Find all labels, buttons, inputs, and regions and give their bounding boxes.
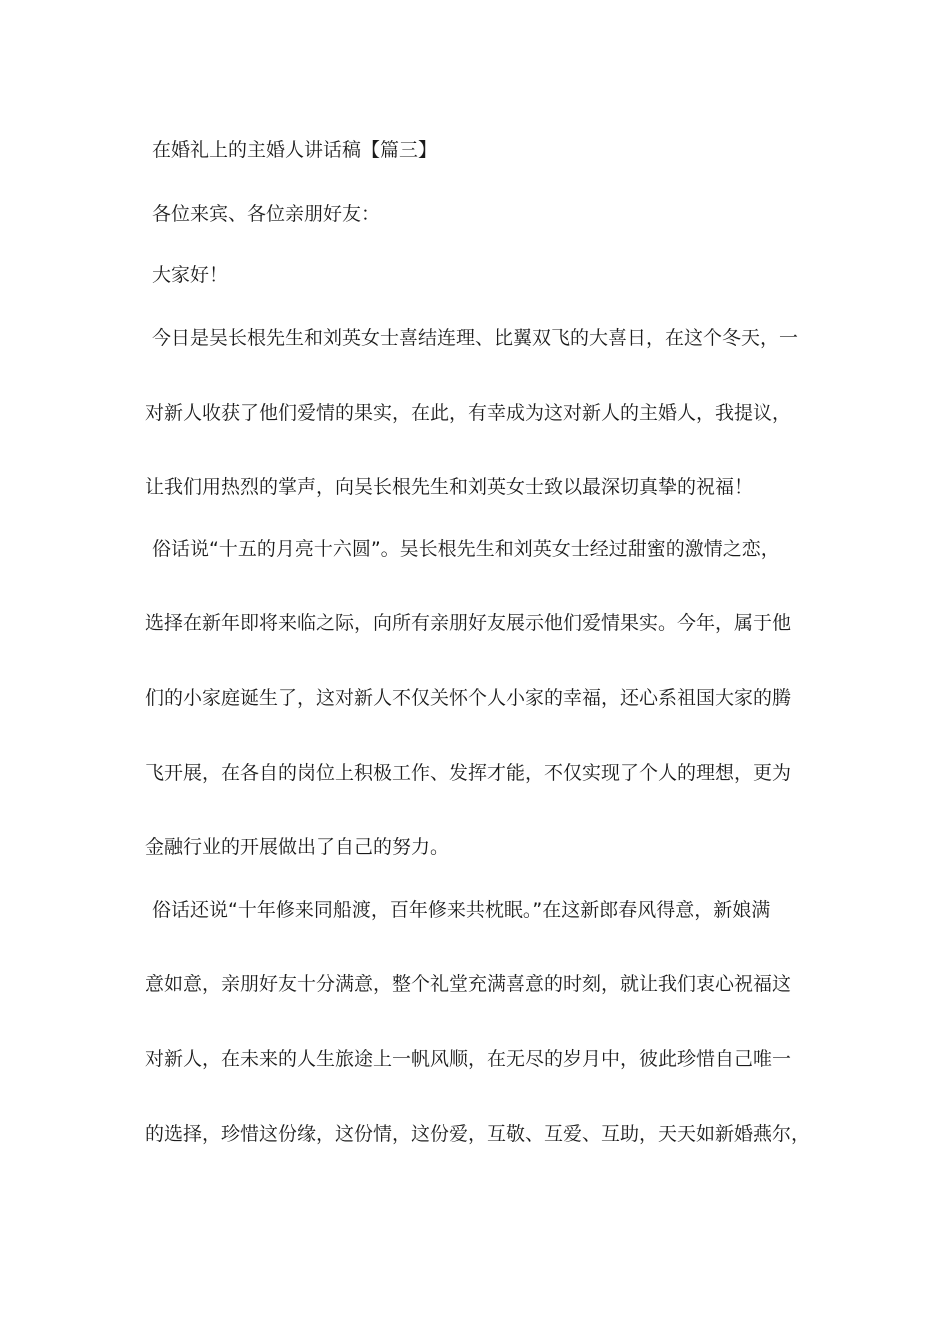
paragraph2-line: 飞开展，在各自的岗位上积极工作、发挥才能，不仅实现了个人的理想，更为: [145, 762, 792, 784]
paragraph1-line: 今日是吴长根先生和刘英女士喜结连理、比翼双飞的大喜日，在这个冬天，一: [152, 327, 799, 349]
paragraph2-line: 金融行业的开展做出了自己的努力。: [145, 836, 450, 858]
paragraph3-line: 俗话还说“十年修来同船渡，百年修来共枕眠。”在这新郎春风得意，新娘满: [152, 899, 771, 921]
paragraph2-line: 俗话说“十五的月亮十六圆”。吴长根先生和刘英女士经过甜蜜的激情之恋，: [152, 538, 780, 560]
paragraph1-line: 让我们用热烈的掌声，向吴长根先生和刘英女士致以最深切真挚的祝福！: [145, 476, 754, 498]
paragraph3-line: 的选择，珍惜这份缘，这份情，这份爱，互敬、互爱、互助，天天如新婚燕尔，: [145, 1123, 811, 1145]
document-title: 在婚礼上的主婚人讲话稿【篇三】: [152, 139, 438, 161]
paragraph3-line: 意如意，亲朋好友十分满意，整个礼堂充满喜意的时刻，就让我们衷心祝福这: [145, 973, 792, 995]
paragraph3-line: 对新人，在未来的人生旅途上一帆风顺，在无尽的岁月中，彼此珍惜自己唯一: [145, 1048, 792, 1070]
paragraph1-line: 对新人收获了他们爱情的果实，在此，有幸成为这对新人的主婚人，我提议，: [145, 402, 792, 424]
hello-line: 大家好！: [152, 264, 229, 286]
paragraph2-line: 选择在新年即将来临之际，向所有亲朋好友展示他们爱情果实。今年，属于他: [145, 612, 792, 634]
paragraph2-line: 们的小家庭诞生了，这对新人不仅关怀个人小家的幸福，还心系祖国大家的腾: [145, 687, 792, 709]
greeting-line: 各位来宾、各位亲朋好友：: [152, 203, 381, 225]
